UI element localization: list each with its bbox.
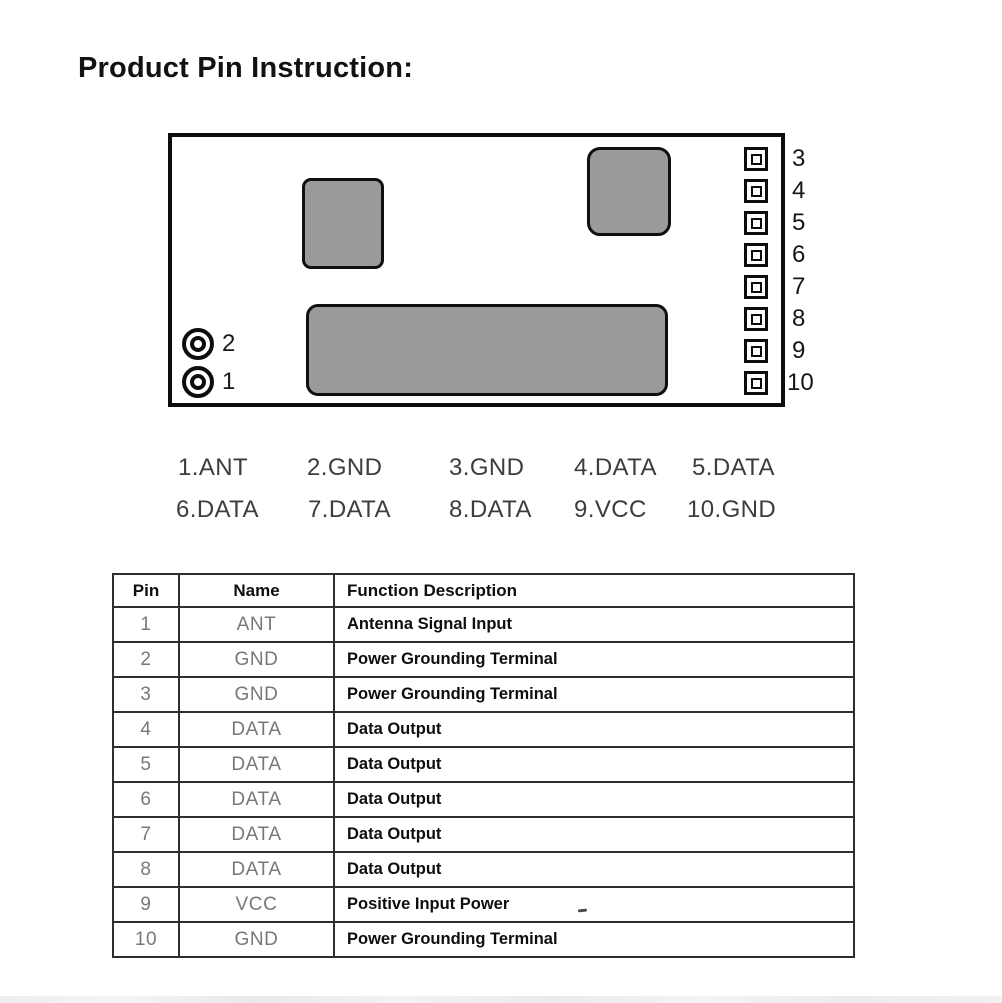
cell-name: DATA (179, 817, 334, 852)
cell-description: Data Output (334, 747, 854, 782)
table-row (113, 607, 854, 642)
cell-description: Data Output (334, 712, 854, 747)
pin-pad-5 (744, 211, 768, 235)
bottom-scan-edge (0, 996, 1002, 1003)
mounting-hole-2-inner (190, 336, 206, 352)
mounting-hole-2 (182, 328, 214, 360)
table-row (113, 817, 854, 852)
pin-function-table (112, 573, 855, 958)
cell-pin: 10 (113, 922, 179, 957)
legend-item-5: 5.DATA (692, 454, 775, 481)
table-row (113, 747, 854, 782)
pin-number-label-9: 9 (792, 337, 806, 364)
table-row (113, 922, 854, 957)
pin-number-label-7: 7 (792, 273, 806, 300)
legend-item-6: 6.DATA (176, 496, 259, 523)
mounting-hole-1 (182, 366, 214, 398)
cell-description: Power Grounding Terminal (334, 642, 854, 677)
cell-name: DATA (179, 712, 334, 747)
cell-name: VCC (179, 887, 334, 922)
table-row (113, 887, 854, 922)
legend-item-7: 7.DATA (308, 496, 391, 523)
cell-description: Data Output (334, 852, 854, 887)
legend-item-10: 10.GND (687, 496, 777, 523)
pin-pad-7 (744, 275, 768, 299)
ic-chip-right (587, 147, 671, 236)
hole-label-2: 2 (222, 330, 236, 357)
cell-description: Positive Input Power (334, 887, 854, 922)
pin-pad-4 (744, 179, 768, 203)
legend-item-3: 3.GND (449, 454, 525, 481)
pin-pad-6-inner (751, 250, 762, 261)
cell-pin: 2 (113, 642, 179, 677)
pin-pad-4-inner (751, 186, 762, 197)
ic-chip-left (302, 178, 384, 269)
cell-name: DATA (179, 747, 334, 782)
cell-pin: 3 (113, 677, 179, 712)
pin-number-label-6: 6 (792, 241, 806, 268)
table-row (113, 642, 854, 677)
cell-description: Power Grounding Terminal (334, 677, 854, 712)
cell-pin: 4 (113, 712, 179, 747)
pin-pad-3 (744, 147, 768, 171)
header-function-description: Function Description (334, 574, 854, 607)
cell-name: GND (179, 642, 334, 677)
page-title: Product Pin Instruction: (78, 52, 414, 84)
cell-description: Power Grounding Terminal (334, 922, 854, 957)
legend-item-8: 8.DATA (449, 496, 532, 523)
cell-description: Data Output (334, 782, 854, 817)
mounting-hole-1-inner (190, 374, 206, 390)
table-row (113, 712, 854, 747)
pin-pad-9-inner (751, 346, 762, 357)
pin-number-label-5: 5 (792, 209, 806, 236)
pin-number-label-8: 8 (792, 305, 806, 332)
pin-number-label-3: 3 (792, 145, 806, 172)
pin-pad-5-inner (751, 218, 762, 229)
legend-item-2: 2.GND (307, 454, 383, 481)
pin-pad-10-inner (751, 378, 762, 389)
cell-pin: 7 (113, 817, 179, 852)
header-name: Name (179, 574, 334, 607)
cell-pin: 5 (113, 747, 179, 782)
cell-name: DATA (179, 852, 334, 887)
table-row (113, 782, 854, 817)
pin-pad-6 (744, 243, 768, 267)
pin-pad-10 (744, 371, 768, 395)
cell-pin: 1 (113, 607, 179, 642)
table-row (113, 852, 854, 887)
cell-name: GND (179, 922, 334, 957)
pin-pad-7-inner (751, 282, 762, 293)
table-row (113, 677, 854, 712)
pin-number-label-10: 10 (787, 369, 814, 396)
cell-description: Data Output (334, 817, 854, 852)
pin-pad-9 (744, 339, 768, 363)
cell-pin: 6 (113, 782, 179, 817)
pin-pad-3-inner (751, 154, 762, 165)
legend-item-1: 1.ANT (178, 454, 249, 481)
cell-name: GND (179, 677, 334, 712)
cell-pin: 8 (113, 852, 179, 887)
module-block (306, 304, 668, 396)
legend-item-9: 9.VCC (574, 496, 647, 523)
cell-name: ANT (179, 607, 334, 642)
pin-pad-8-inner (751, 314, 762, 325)
header-pin: Pin (113, 574, 179, 607)
cell-description: Antenna Signal Input (334, 607, 854, 642)
legend-item-4: 4.DATA (574, 454, 657, 481)
pin-number-label-4: 4 (792, 177, 806, 204)
pin-pad-8 (744, 307, 768, 331)
table-header-row (113, 574, 854, 607)
cell-name: DATA (179, 782, 334, 817)
cell-pin: 9 (113, 887, 179, 922)
hole-label-1: 1 (222, 368, 236, 395)
